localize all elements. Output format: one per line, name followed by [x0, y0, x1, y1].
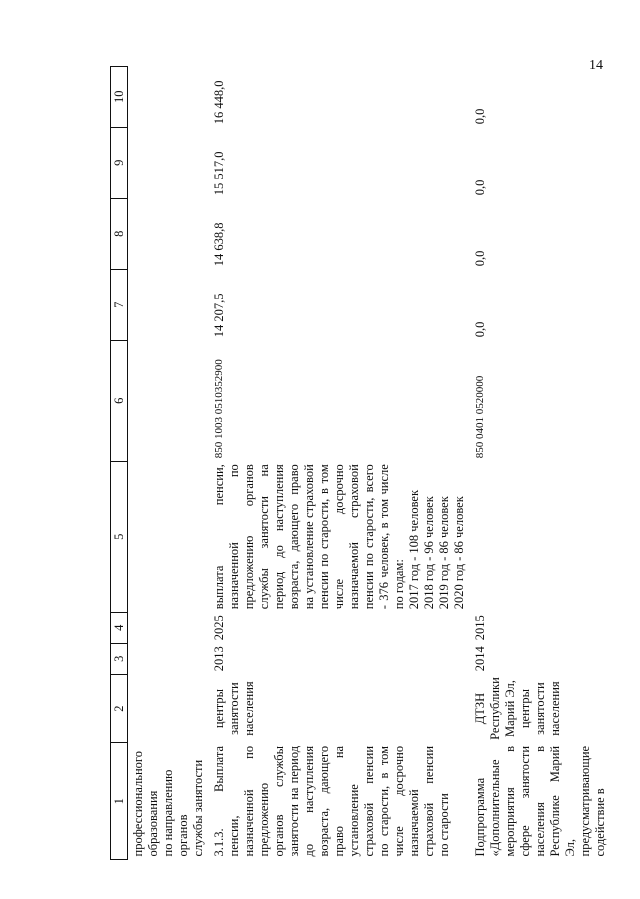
column-header-9: 9 — [111, 127, 128, 198]
row-1-col-9 — [128, 127, 210, 198]
column-header-3: 3 — [111, 643, 128, 674]
row-3-col-7: 0,0 — [473, 321, 487, 338]
row-2-col-5-years — [407, 464, 467, 609]
table-row — [470, 66, 611, 859]
table-row — [209, 66, 470, 859]
row-2-col-8: 14 638,8 — [212, 222, 226, 267]
year-line: 2018 год - 96 человек — [422, 496, 436, 610]
row-3-col-5 — [470, 461, 611, 612]
column-header-1: 1 — [111, 743, 128, 860]
column-header-5: 5 — [111, 461, 128, 612]
column-header-6: 6 — [111, 340, 128, 461]
row-2-col-5-text: выплата пенсии, назначенной по предложению органов службы занятости на период до наступления возраста, дающего право на установление страховой пенсии по старости, в том числе досрочно назначаемой страховой пенсии по старости, всего - 376 человек, в том числе по годам: — [212, 464, 406, 610]
row-1-col-1-line: профессионального — [131, 751, 145, 857]
row-1-col-4 — [128, 612, 210, 643]
row-1-col-10 — [128, 66, 210, 127]
row-3-col-1: Подпрограмма «Дополнительные мероприятия в сфере занятости населения в Республике Марий Эл, предусматривающие содействие в — [473, 745, 607, 857]
year-line: 2019 год - 86 человек — [437, 496, 451, 610]
row-2-col-10: 16 448,0 — [212, 80, 226, 125]
row-2-col-7: 14 207,5 — [212, 293, 226, 338]
budget-table — [110, 66, 611, 860]
column-header-8: 8 — [111, 198, 128, 269]
row-3-col-3: 2014 — [473, 646, 487, 672]
row-2-col-4: 2025 — [212, 615, 226, 641]
row-1-col-3 — [128, 643, 210, 674]
row-1-col-1-line: по направлению органов — [161, 769, 190, 857]
row-2-col-9: 15 517,0 — [212, 151, 226, 196]
row-1-col-1-line: службы занятости — [191, 759, 205, 857]
row-2-col-3: 2013 — [212, 646, 226, 672]
row-1-col-6 — [128, 340, 210, 461]
year-line: 2017 год - 108 человек — [407, 489, 421, 610]
row-1-col-2 — [128, 674, 210, 743]
row-1-col-1-line: образования — [146, 790, 160, 857]
page-number: 14 — [589, 58, 603, 73]
row-1-col-1 — [128, 743, 210, 860]
year-line: 2020 год - 86 человек — [452, 496, 466, 610]
row-1-col-8 — [128, 198, 210, 269]
row-3-col-6: 850 0401 0520000 — [474, 375, 486, 459]
column-header-2: 2 — [111, 674, 128, 743]
column-header-4: 4 — [111, 612, 128, 643]
row-2-col-6: 850 1003 0510352900 — [213, 359, 225, 459]
row-1-col-5 — [128, 461, 210, 612]
rotated-table-sheet — [110, 60, 607, 860]
row-3-col-8: 0,0 — [473, 250, 487, 267]
row-3-col-9: 0,0 — [473, 179, 487, 196]
row-2-col-2: центры занятости населения — [212, 681, 256, 736]
row-2-col-5 — [209, 461, 470, 612]
row-3-col-10: 0,0 — [473, 108, 487, 125]
column-header-7: 7 — [111, 269, 128, 340]
column-number-row — [111, 66, 128, 859]
column-header-10: 10 — [111, 66, 128, 127]
table-row — [128, 66, 210, 859]
row-1-col-7 — [128, 269, 210, 340]
row-3-col-4: 2015 — [473, 615, 487, 641]
row-2-col-1: 3.1.3. Выплата пенсии, назначенной по предложению органов службы занятости на период до наступления возраста, дающего право на установление страховой пенсии по старости, в том числе досрочно назначаемой страховой пенсии по старости — [212, 745, 451, 857]
row-3-col-2: ДТЗН Республики Марий Эл, центры занятости населения — [473, 677, 562, 740]
